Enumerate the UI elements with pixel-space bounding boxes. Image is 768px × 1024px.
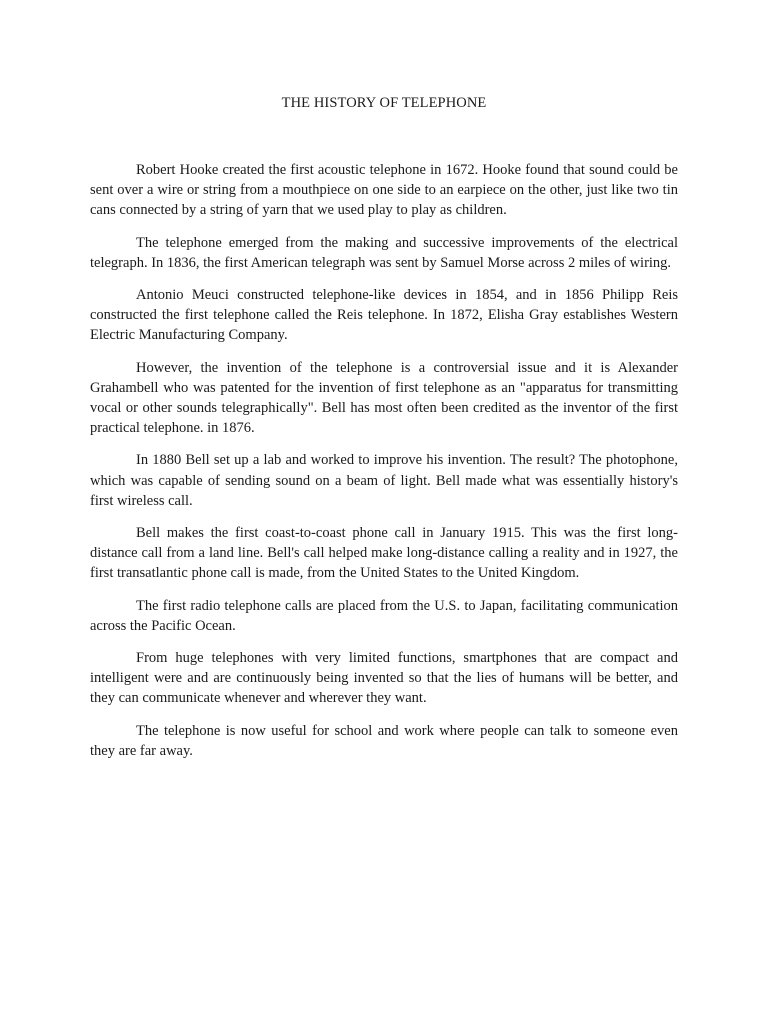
paragraph-telephone-now: The telephone is now useful for school and work where people can talk to someone even they are far away. bbox=[90, 722, 678, 759]
paragraph-meuci: Antonio Meuci constructed telephone-like devices in 1854, and in 1856 Philipp Reis constructed the first telephone called the Reis telephone. In 1872, Elisha Gray establishes Western Electric Manufacturing Company. bbox=[90, 287, 678, 344]
paragraph-telegraph: The telephone emerged from the making and successive improvements of the electrical telegraph. In 1836, the first American telegraph was sent by Samuel Morse across 2 miles of wiring. bbox=[90, 234, 678, 271]
document-title: THE HISTORY OF TELEPHONE bbox=[281, 95, 487, 111]
paragraph-smartphones: From huge telephones with very limited functions, smartphones that are compact and intelligent were and are continuously being invented so that the lies of humans will be better, and they can communicate whenever and wherever they want. bbox=[90, 650, 678, 707]
paragraph-bell-patent: However, the invention of the telephone is a controversial issue and it is Alexander Grahambell who was patented for the invention of first telephone as an "apparatus for transmitting vocal or other sounds telegraphically". Bell has most often been credited as the inventor of the first practical telephone. in 1876. bbox=[90, 359, 678, 437]
paragraph-hooke: Robert Hooke created the first acoustic telephone in 1672. Hooke found that sound could be sent over a wire or string from a mouthpiece on one side to an earpiece on the other, just like two tin cans connected by a string of yarn that we used play to play as children. bbox=[90, 162, 678, 219]
paragraph-coast-to-coast: Bell makes the first coast-to-coast phone call in January 1915. This was the first long-distance call from a land line. Bell's call helped make long-distance calling a reality and in 1927, the first transatlantic phone call is made, from the United States to the United Kingdom. bbox=[90, 525, 678, 582]
paragraph-radio-telephone: The first radio telephone calls are placed from the U.S. to Japan, facilitating communication across the Pacific Ocean. bbox=[90, 597, 678, 634]
document-body bbox=[90, 160, 678, 773]
paragraph-photophone: In 1880 Bell set up a lab and worked to improve his invention. The result? The photophone, which was capable of sending sound on a beam of light. Bell made what was essentially history's first wireless call. bbox=[90, 452, 678, 509]
